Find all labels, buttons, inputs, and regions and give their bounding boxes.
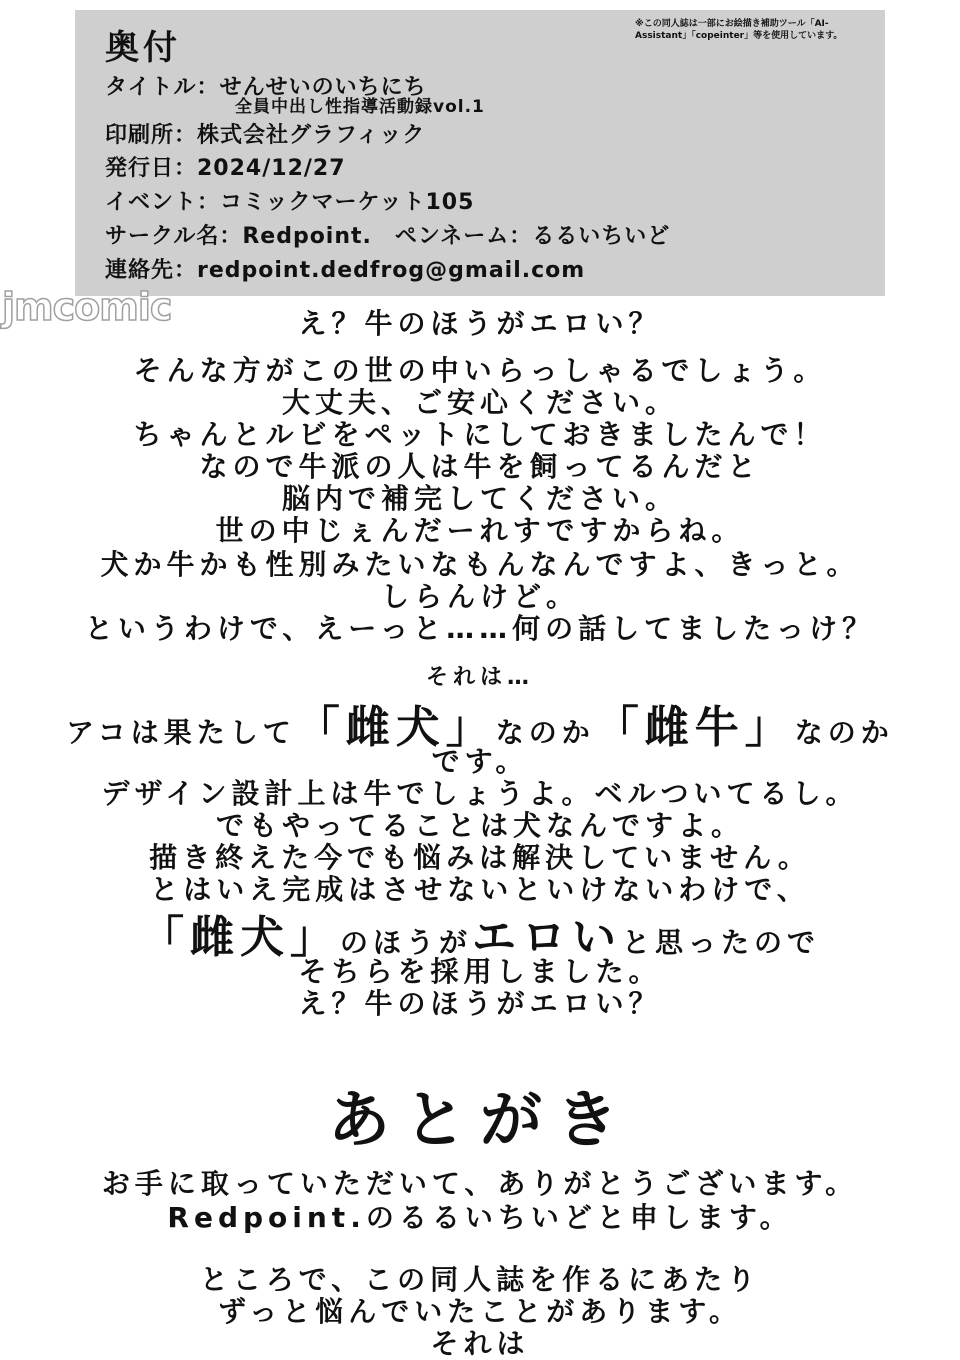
body-line-12: です。 <box>431 745 529 778</box>
body-line-4: なので牛派の人は牛を飼ってるんだと <box>199 450 761 483</box>
subtitle-text: 全員中出し性指導活動録vol.1 <box>235 97 485 117</box>
body-line-10: それは… <box>425 665 534 690</box>
emphasis-female-dog-2: 「雌犬」 <box>139 912 340 963</box>
body-line-16: とはいえ完成はさせないといけないわけで、 <box>150 873 810 906</box>
body-line-6: 世の中じぇんだーれすですからね。 <box>215 514 745 547</box>
line-11-part-e: なのか <box>794 716 894 749</box>
body-line-18: そちらを採用しました。 <box>298 955 662 988</box>
colophon-event: イベント：コミックマーケット105 <box>105 190 475 215</box>
afterword-title: あとがき <box>327 1083 632 1156</box>
colophon-printer: 印刷所：株式会社グラフィック <box>105 123 426 148</box>
line-11-part-a: アコは果たして <box>66 716 296 749</box>
title-label: タイトル： <box>105 75 220 100</box>
body-line-5: 脳内で補完してください。 <box>281 482 678 515</box>
body-line-7: 犬か牛かも性別みたいなもんなんですよ、きっと。 <box>100 548 860 581</box>
cut-text-top: え？牛のほうがエロい？ <box>298 307 662 340</box>
cut-line-bottom <box>0 987 960 1020</box>
cut-line-end <box>0 1327 960 1360</box>
body-line-13: デザイン設計上は牛でしょうよ。ベルついてるし。 <box>101 777 859 810</box>
title-value: せんせいのいちにち <box>219 75 427 100</box>
colophon-circle: サークル名：Redpoint. ペンネーム：るるいちいど <box>105 224 671 249</box>
cut-text-bottom: え？牛のほうがエロい？ <box>298 987 662 1020</box>
body-line-8: しらんけど。 <box>380 580 579 613</box>
colophon-date: 発行日：2024/12/27 <box>105 156 346 181</box>
colophon-subtitle <box>235 92 485 118</box>
body-line-9: というわけで、えーっと……何の話してましたっけ？ <box>84 612 876 645</box>
body-line-1: そんな方がこの世の中いらっしゃるでしょう。 <box>133 354 827 387</box>
colophon-heading: 奥付 <box>105 28 181 68</box>
afterword-line-3: ところで、この同人誌を作るにあたり <box>199 1263 761 1296</box>
colophon-contact: 連絡先：redpoint.dedfrog@gmail.com <box>105 258 586 283</box>
emphasis-erotic: エロい <box>472 912 622 963</box>
cut-text-end: それは <box>430 1327 530 1360</box>
afterword-line-4: ずっと悩んでいたことがあります。 <box>217 1295 743 1328</box>
emphasis-female-dog: 「雌犬」 <box>295 702 496 753</box>
watermark-logo: jmcomic <box>2 285 172 329</box>
afterword-line-1: お手に取っていただいて、ありがとうございます。 <box>101 1167 859 1200</box>
line-17-part-d: と思ったので <box>622 926 821 959</box>
body-line-2: 大丈夫、ご安心ください。 <box>281 386 678 419</box>
body-line-3: ちゃんとルビをペットにしておきましたんで！ <box>133 418 827 451</box>
ai-tool-note: ※この同人誌は一部にお絵描き補助ツール「AI-Assistant」「copeinter」等を使用しています。 <box>635 19 843 41</box>
line-17-part-b: のほうが <box>339 926 472 959</box>
body-line-14: でもやってることは犬なんですよ。 <box>215 809 744 842</box>
line-11-part-c: なのか <box>495 716 595 749</box>
emphasis-female-cow: 「雌牛」 <box>594 702 795 753</box>
body-line-15: 描き終えた今でも悩みは解決していません。 <box>149 841 811 874</box>
afterword-line-2: Redpoint.のるるいちいどと申します。 <box>167 1201 793 1234</box>
colophon-box <box>75 10 885 296</box>
